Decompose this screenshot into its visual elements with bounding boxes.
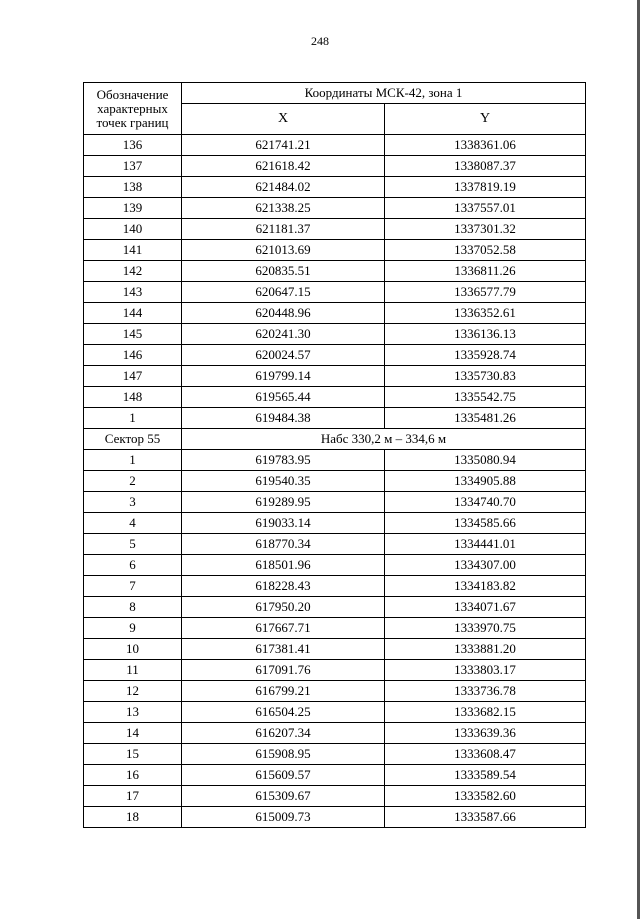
- point-number-cell: 11: [84, 660, 182, 681]
- x-coordinate-cell: 620024.57: [182, 345, 385, 366]
- point-number-cell: 142: [84, 261, 182, 282]
- y-coordinate-cell: 1334183.82: [385, 576, 586, 597]
- point-number-cell: 8: [84, 597, 182, 618]
- x-coordinate-cell: 619783.95: [182, 450, 385, 471]
- y-coordinate-cell: 1334307.00: [385, 555, 586, 576]
- table-row: [84, 198, 586, 219]
- header-row-title: [84, 83, 586, 104]
- x-coordinate-cell: 620835.51: [182, 261, 385, 282]
- section-name-cell: Сектор 55: [84, 429, 182, 450]
- x-coordinate-cell: 616799.21: [182, 681, 385, 702]
- y-coordinate-cell: 1333639.36: [385, 723, 586, 744]
- point-number-cell: 16: [84, 765, 182, 786]
- coordinates-table-body: [84, 83, 586, 828]
- y-coordinate-cell: 1335080.94: [385, 450, 586, 471]
- table-row: [84, 219, 586, 240]
- table-row: [84, 345, 586, 366]
- x-coordinate-cell: 617381.41: [182, 639, 385, 660]
- point-header-line-2: характерных: [97, 100, 168, 116]
- table-row: [84, 408, 586, 429]
- y-column-header: Y: [385, 104, 586, 135]
- point-number-cell: 6: [84, 555, 182, 576]
- table-row: [84, 618, 586, 639]
- y-coordinate-cell: 1334441.01: [385, 534, 586, 555]
- x-coordinate-cell: 620448.96: [182, 303, 385, 324]
- table-row: [84, 366, 586, 387]
- table-row: [84, 156, 586, 177]
- point-designation-header: [84, 83, 182, 135]
- table-row: [84, 387, 586, 408]
- y-coordinate-cell: 1335928.74: [385, 345, 586, 366]
- table-row: [84, 702, 586, 723]
- x-coordinate-cell: 619799.14: [182, 366, 385, 387]
- table-row: [84, 471, 586, 492]
- x-coordinate-cell: 620241.30: [182, 324, 385, 345]
- y-coordinate-cell: 1337819.19: [385, 177, 586, 198]
- x-coordinate-cell: 617091.76: [182, 660, 385, 681]
- x-coordinate-cell: 615908.95: [182, 744, 385, 765]
- y-coordinate-cell: 1333736.78: [385, 681, 586, 702]
- y-coordinate-cell: 1333587.66: [385, 807, 586, 828]
- point-number-cell: 7: [84, 576, 182, 597]
- y-coordinate-cell: 1333682.15: [385, 702, 586, 723]
- table-row: [84, 723, 586, 744]
- point-number-cell: 136: [84, 135, 182, 156]
- x-column-header: X: [182, 104, 385, 135]
- x-coordinate-cell: 621484.02: [182, 177, 385, 198]
- y-coordinate-cell: 1333582.60: [385, 786, 586, 807]
- y-coordinate-cell: 1336136.13: [385, 324, 586, 345]
- coordinates-table: [83, 82, 586, 828]
- point-number-cell: 3: [84, 492, 182, 513]
- x-coordinate-cell: 616504.25: [182, 702, 385, 723]
- table-row: [84, 786, 586, 807]
- y-coordinate-cell: 1337052.58: [385, 240, 586, 261]
- y-coordinate-cell: 1336352.61: [385, 303, 586, 324]
- x-coordinate-cell: 620647.15: [182, 282, 385, 303]
- y-coordinate-cell: 1337557.01: [385, 198, 586, 219]
- y-coordinate-cell: 1333803.17: [385, 660, 586, 681]
- y-coordinate-cell: 1334585.66: [385, 513, 586, 534]
- y-coordinate-cell: 1334905.88: [385, 471, 586, 492]
- table-row: [84, 555, 586, 576]
- table-row: [84, 576, 586, 597]
- table-row: [84, 240, 586, 261]
- table-row: [84, 765, 586, 786]
- table-row: [84, 303, 586, 324]
- point-number-cell: 144: [84, 303, 182, 324]
- table-row: [84, 177, 586, 198]
- point-number-cell: 2: [84, 471, 182, 492]
- section-row: [84, 429, 586, 450]
- point-number-cell: 1: [84, 450, 182, 471]
- point-number-cell: 137: [84, 156, 182, 177]
- x-coordinate-cell: 618228.43: [182, 576, 385, 597]
- x-coordinate-cell: 621741.21: [182, 135, 385, 156]
- page-number: 248: [311, 34, 329, 48]
- x-coordinate-cell: 615009.73: [182, 807, 385, 828]
- point-number-cell: 9: [84, 618, 182, 639]
- table-row: [84, 282, 586, 303]
- x-coordinate-cell: 619565.44: [182, 387, 385, 408]
- point-number-cell: 1: [84, 408, 182, 429]
- y-coordinate-cell: 1336577.79: [385, 282, 586, 303]
- y-coordinate-cell: 1338087.37: [385, 156, 586, 177]
- table-row: [84, 681, 586, 702]
- x-coordinate-cell: 619540.35: [182, 471, 385, 492]
- y-coordinate-cell: 1335481.26: [385, 408, 586, 429]
- point-number-cell: 143: [84, 282, 182, 303]
- y-coordinate-cell: 1334740.70: [385, 492, 586, 513]
- table-row: [84, 135, 586, 156]
- point-number-cell: 140: [84, 219, 182, 240]
- x-coordinate-cell: 616207.34: [182, 723, 385, 744]
- y-coordinate-cell: 1333970.75: [385, 618, 586, 639]
- point-number-cell: 4: [84, 513, 182, 534]
- x-coordinate-cell: 615609.57: [182, 765, 385, 786]
- point-number-cell: 12: [84, 681, 182, 702]
- y-coordinate-cell: 1334071.67: [385, 597, 586, 618]
- x-coordinate-cell: 618501.96: [182, 555, 385, 576]
- x-coordinate-cell: 619289.95: [182, 492, 385, 513]
- table-row: [84, 261, 586, 282]
- table-row: [84, 492, 586, 513]
- point-number-cell: 147: [84, 366, 182, 387]
- point-number-cell: 17: [84, 786, 182, 807]
- point-number-cell: 13: [84, 702, 182, 723]
- point-number-cell: 10: [84, 639, 182, 660]
- table-row: [84, 534, 586, 555]
- x-coordinate-cell: 619033.14: [182, 513, 385, 534]
- point-number-cell: 146: [84, 345, 182, 366]
- point-number-cell: 141: [84, 240, 182, 261]
- point-header-line-1: Обозначение: [96, 86, 169, 102]
- x-coordinate-cell: 618770.34: [182, 534, 385, 555]
- point-number-cell: 14: [84, 723, 182, 744]
- y-coordinate-cell: 1337301.32: [385, 219, 586, 240]
- point-header-line-3: точек границ: [96, 114, 169, 130]
- x-coordinate-cell: 617667.71: [182, 618, 385, 639]
- y-coordinate-cell: 1338361.06: [385, 135, 586, 156]
- point-number-cell: 18: [84, 807, 182, 828]
- point-number-cell: 5: [84, 534, 182, 555]
- coordinates-system-header: Координаты МСК-42, зона 1: [182, 83, 586, 104]
- x-coordinate-cell: 621181.37: [182, 219, 385, 240]
- table-row: [84, 744, 586, 765]
- table-row: [84, 660, 586, 681]
- point-number-cell: 139: [84, 198, 182, 219]
- table-row: [84, 807, 586, 828]
- x-coordinate-cell: 615309.67: [182, 786, 385, 807]
- y-coordinate-cell: 1333589.54: [385, 765, 586, 786]
- y-coordinate-cell: 1335730.83: [385, 366, 586, 387]
- x-coordinate-cell: 617950.20: [182, 597, 385, 618]
- point-number-cell: 145: [84, 324, 182, 345]
- x-coordinate-cell: 621338.25: [182, 198, 385, 219]
- y-coordinate-cell: 1333881.20: [385, 639, 586, 660]
- y-coordinate-cell: 1335542.75: [385, 387, 586, 408]
- table-row: [84, 450, 586, 471]
- y-coordinate-cell: 1333608.47: [385, 744, 586, 765]
- table-row: [84, 513, 586, 534]
- table-row: [84, 639, 586, 660]
- point-number-cell: 15: [84, 744, 182, 765]
- table-row: [84, 597, 586, 618]
- table-row: [84, 324, 586, 345]
- point-number-cell: 138: [84, 177, 182, 198]
- x-coordinate-cell: 621618.42: [182, 156, 385, 177]
- point-number-cell: 148: [84, 387, 182, 408]
- x-coordinate-cell: 619484.38: [182, 408, 385, 429]
- x-coordinate-cell: 621013.69: [182, 240, 385, 261]
- section-elevation-cell: Набс 330,2 м – 334,6 м: [182, 429, 586, 450]
- y-coordinate-cell: 1336811.26: [385, 261, 586, 282]
